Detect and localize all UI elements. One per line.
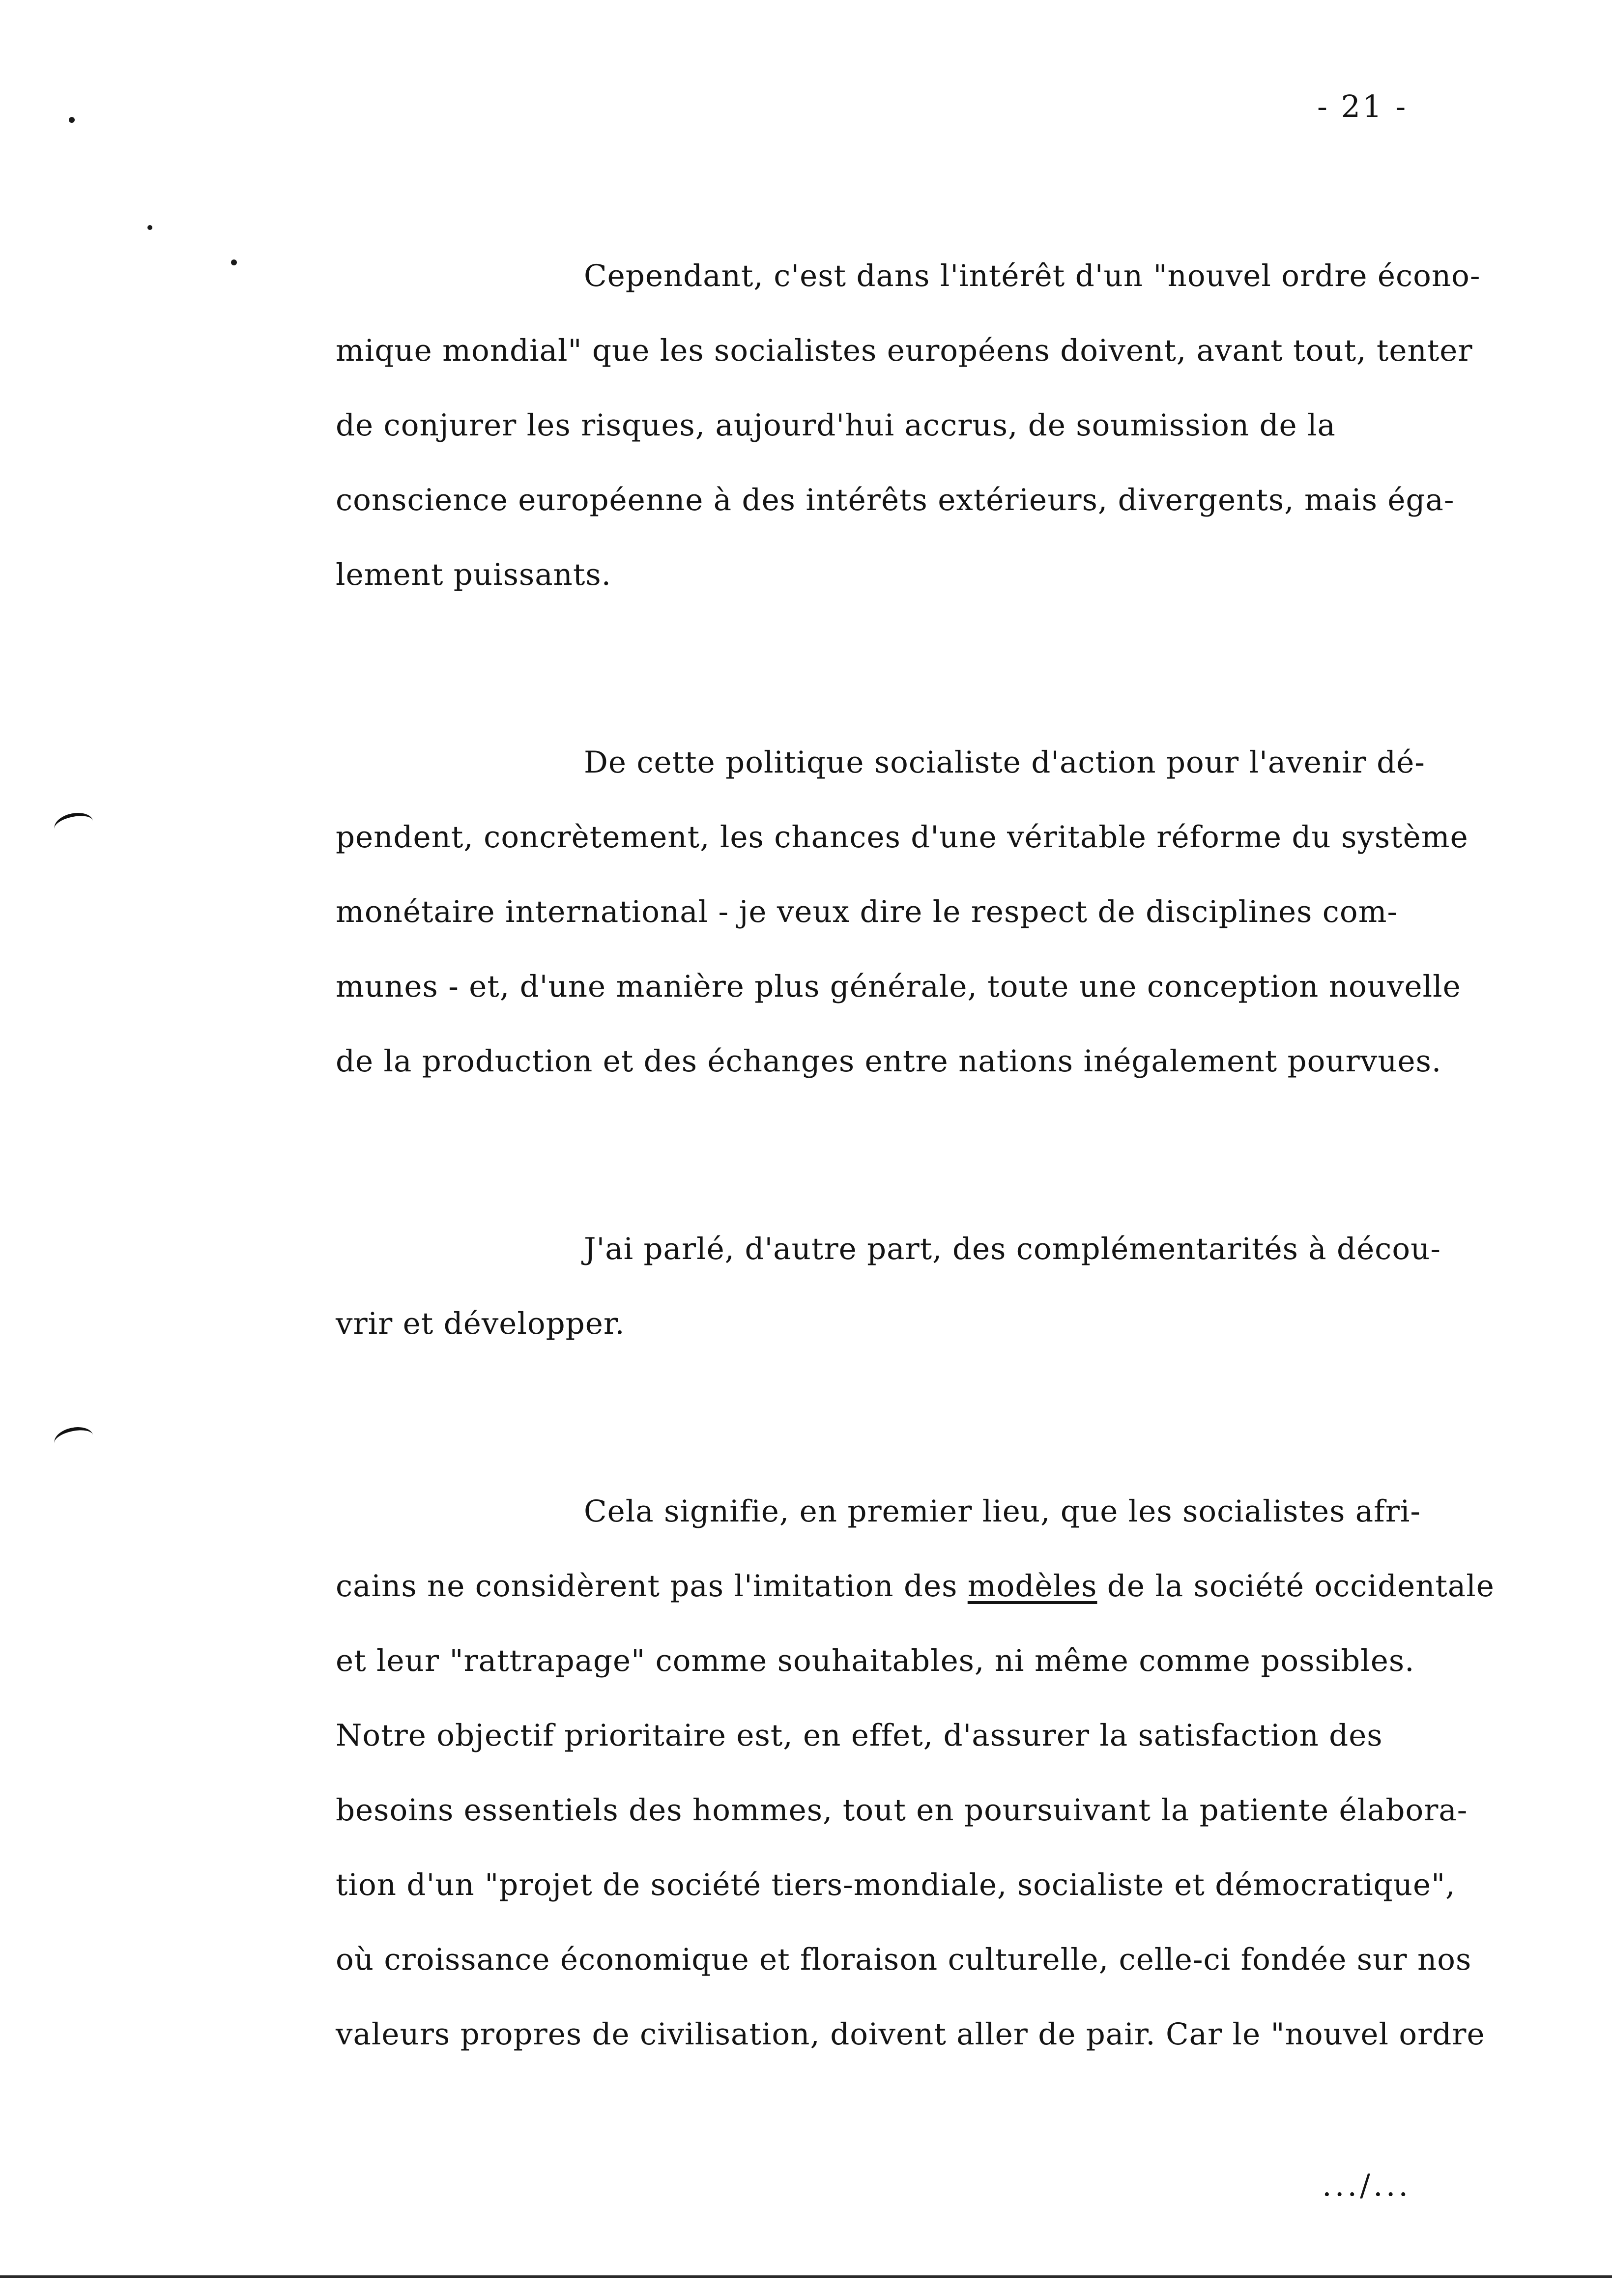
text-line: munes - et, d'une manière plus générale, toute une conception nouvelle [336, 969, 1461, 1004]
document-body [336, 239, 1594, 2072]
text-line: Cela signifie, en premier lieu, que les socialistes afri- [584, 1494, 1421, 1529]
paragraph-3 [336, 1212, 1594, 1361]
text-segment: cains ne considèrent pas l'imitation des [336, 1569, 968, 1604]
text-segment: de la société occidentale [1097, 1569, 1495, 1604]
text-line: J'ai parlé, d'autre part, des complémentarités à décou- [584, 1232, 1441, 1266]
underlined-word: modèles [967, 1569, 1097, 1604]
text-line: Cependant, c'est dans l'intérêt d'un "nouvel ordre écono- [584, 258, 1481, 293]
scan-speck [231, 259, 237, 265]
text-line: de conjurer les risques, aujourd'hui accrus, de soumission de la [336, 408, 1336, 443]
page-number: - 21 - [1317, 88, 1408, 124]
paragraph-1 [336, 239, 1594, 612]
text-line: tion d'un "projet de société tiers-mondiale, socialiste et démocratique", [336, 1867, 1456, 1902]
paragraph-2 [336, 725, 1594, 1099]
scan-speck [69, 117, 75, 123]
paragraph-gap [336, 612, 1594, 725]
text-line: et leur "rattrapage" comme souhaitables, ni même comme possibles. [336, 1643, 1415, 1678]
text-line: valeurs propres de civilisation, doivent aller de pair. Car le "nouvel ordre [336, 2017, 1485, 2052]
scan-speck [147, 225, 152, 230]
paragraph-gap [336, 1361, 1594, 1474]
text-line: De cette politique socialiste d'action pour l'avenir dé- [584, 745, 1425, 780]
text-line: où croissance économique et floraison culturelle, celle-ci fondée sur nos [336, 1942, 1472, 1977]
text-line: mique mondial" que les socialistes européens doivent, avant tout, tenter [336, 333, 1473, 368]
scan-arc-mark [52, 1424, 95, 1455]
text-line: vrir et développer. [336, 1306, 625, 1341]
text-line: pendent, concrètement, les chances d'une véritable réforme du système [336, 820, 1468, 855]
scan-bottom-edge [0, 2275, 1612, 2278]
text-line: lement puissants. [336, 557, 612, 592]
paragraph-gap [336, 1099, 1594, 1212]
continuation-marker: .../... [1322, 2167, 1411, 2203]
text-line: conscience européenne à des intérêts extérieurs, divergents, mais éga- [336, 483, 1455, 517]
text-line: de la production et des échanges entre nations inégalement pourvues. [336, 1044, 1442, 1079]
scan-arc-mark [52, 809, 95, 840]
text-line: Notre objectif prioritaire est, en effet, d'assurer la satisfaction des [336, 1718, 1383, 1753]
text-line: monétaire international - je veux dire le respect de disciplines com- [336, 894, 1398, 929]
paragraph-4 [336, 1474, 1594, 2072]
text-line: besoins essentiels des hommes, tout en poursuivant la patiente élabora- [336, 1793, 1468, 1828]
text-line-with-underline [336, 1549, 1594, 1624]
